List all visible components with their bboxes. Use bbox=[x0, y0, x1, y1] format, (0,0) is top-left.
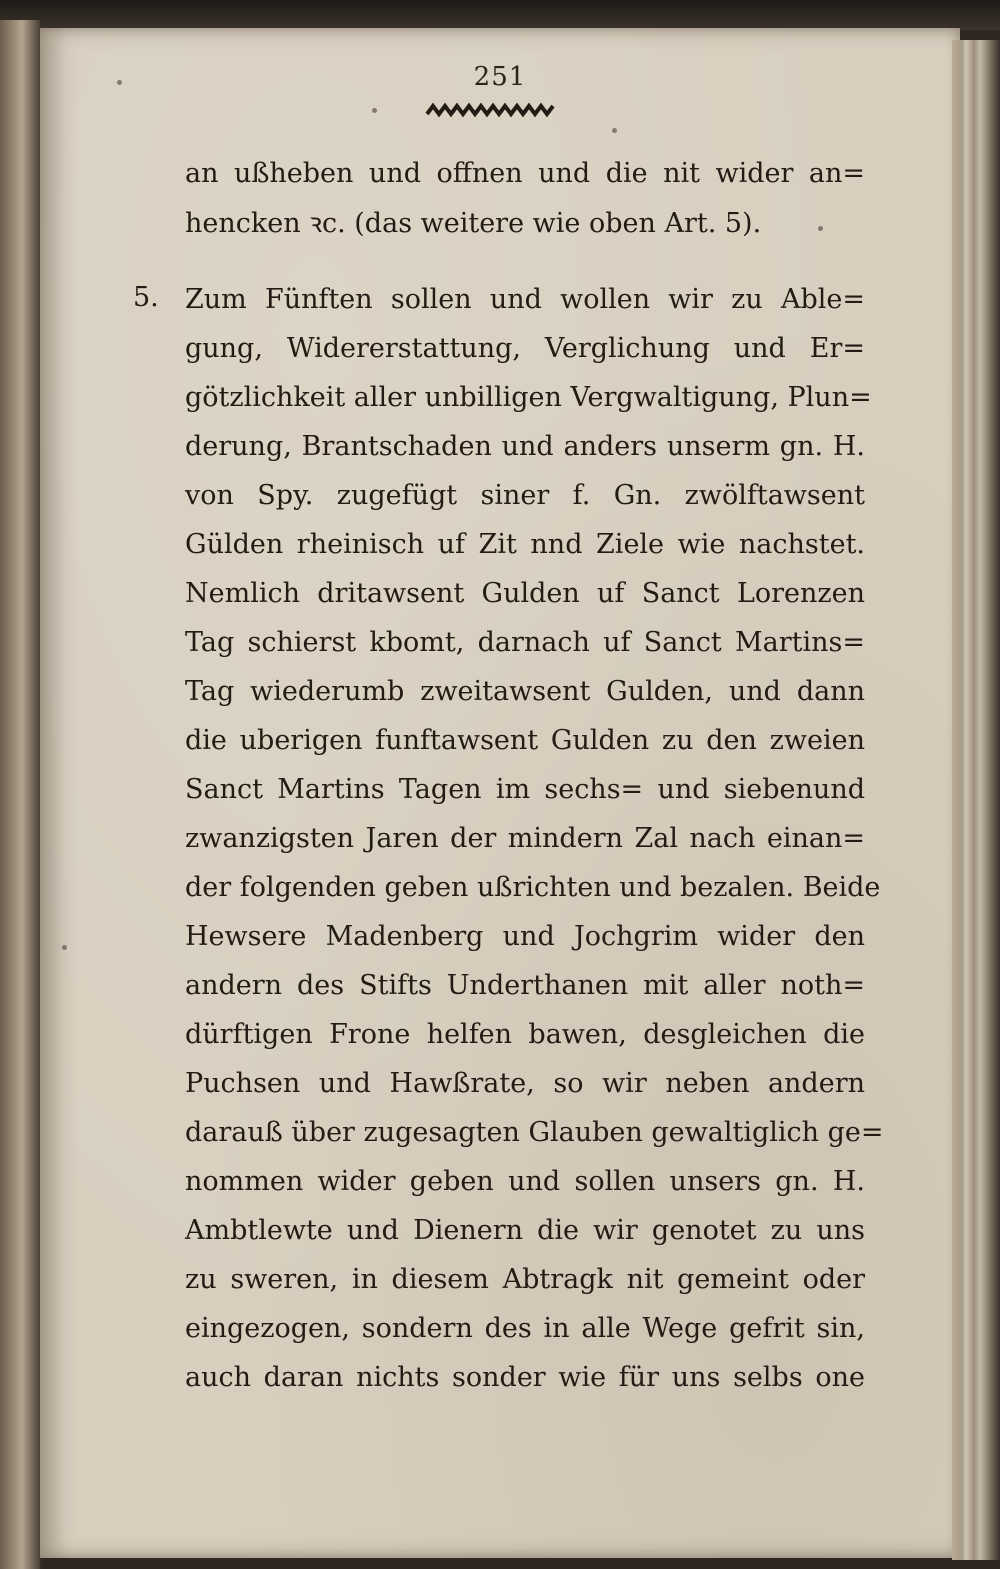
paper-speck bbox=[117, 80, 122, 85]
text-line: gung, Widererstattung, Verglichung und Er= bbox=[185, 333, 865, 364]
text-line: dürftigen Frone helfen bawen, desgleichen die bbox=[185, 1019, 865, 1050]
text-line: an ußheben und offnen und die nit wider an= bbox=[185, 158, 865, 189]
text-line: darauß über zugesagten Glauben gewaltiglich ge= bbox=[185, 1117, 884, 1148]
page-number: 251 bbox=[473, 62, 527, 92]
text-line: Tag wiederumb zweitawsent Gulden, und dann bbox=[185, 676, 865, 707]
paper-speck bbox=[612, 128, 617, 133]
text-line: andern des Stifts Underthanen mit aller noth= bbox=[185, 970, 865, 1001]
text-line: Nemlich dritawsent Gulden uf Sanct Lorenzen bbox=[185, 578, 865, 609]
text-line: Ambtlewte und Dienern die wir genotet zu uns bbox=[185, 1215, 865, 1246]
article-number: 5. bbox=[133, 282, 159, 313]
text-line: Puchsen und Hawßrate, so wir neben andern bbox=[185, 1068, 865, 1099]
text-line: Hewsere Madenberg und Jochgrim wider den bbox=[185, 921, 865, 952]
text-line: hencken ꝛc. (das weitere wie oben Art. 5). bbox=[185, 208, 762, 239]
text-line: Gülden rheinisch uf Zit nnd Ziele wie nachstet. bbox=[185, 529, 865, 560]
paper-speck bbox=[62, 945, 67, 950]
text-line: der folgenden geben ußrichten und bezalen. Beide bbox=[185, 872, 881, 903]
page-stack-edge bbox=[952, 40, 1000, 1560]
text-line: derung, Brantschaden und anders unserm gn. H. bbox=[185, 431, 865, 462]
text-line: die uberigen funftawsent Gulden zu den zweien bbox=[185, 725, 865, 756]
text-line: Sanct Martins Tagen im sechs= und siebenund bbox=[185, 774, 865, 805]
left-page-edge bbox=[0, 20, 40, 1569]
paper-speck bbox=[372, 108, 377, 113]
text-line: götzlichkeit aller unbilligen Vergwaltigung, Plun= bbox=[185, 382, 872, 413]
scan-top-edge bbox=[0, 0, 1000, 30]
text-line: eingezogen, sondern des in alle Wege gefrit sin, bbox=[185, 1313, 865, 1344]
decorative-rule bbox=[425, 100, 555, 120]
text-line: Zum Fünften sollen und wollen wir zu Able= bbox=[185, 284, 865, 315]
text-line: Tag schierst kbomt, darnach uf Sanct Martins= bbox=[185, 627, 865, 658]
text-line: zu sweren, in diesem Abtragk nit gemeint oder bbox=[185, 1264, 865, 1295]
text-line: nommen wider geben und sollen unsers gn. H. bbox=[185, 1166, 865, 1197]
text-line: auch daran nichts sonder wie für uns selbs one bbox=[185, 1362, 865, 1393]
text-line: zwanzigsten Jaren der mindern Zal nach einan= bbox=[185, 823, 865, 854]
text-line: von Spy. zugefügt siner f. Gn. zwölftawsent bbox=[185, 480, 865, 511]
